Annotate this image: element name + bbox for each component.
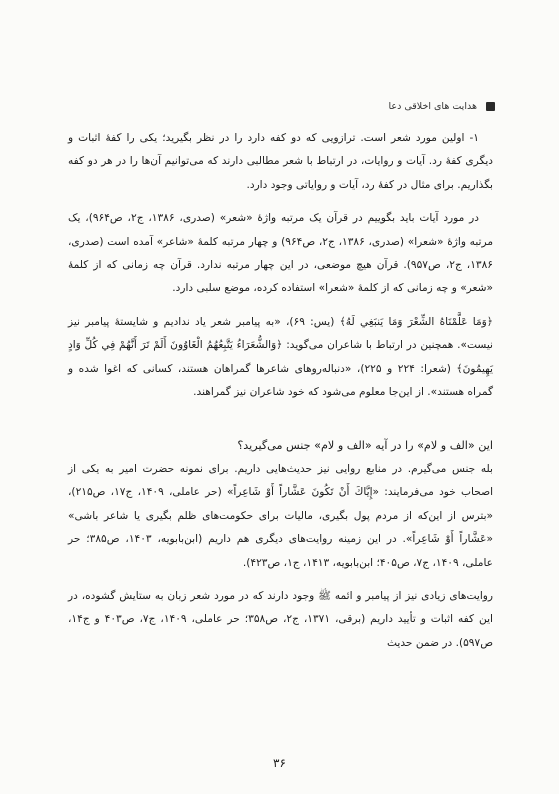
paragraph-answer-narrations: بله جنس می‌گیرم. در منابع روایی نیز حدیث‌هایی داریم. برای نمونه حضرت امیر به یکی از اصحاب خود می‌فرمایند: «إِيَّاكَ أَنْ تَكُونَ عَشَّاراً أَوْ شَاعِراً» (حر عاملی، ۱۴۰۹، ج۱۷، ص۲۱۵)، «بترس از این‌که از مردم پول بگیری، مالیات برای حکومت‌های ظلم بگیری یا شاعر باشی» «عَشَّاراً أَوْ شَاعِراً». در این زمینه روایت‌های دیگری هم داریم (ابن‌بابویه، ۱۴۰۳، ص۳۸۵؛ حر عاملی، ۱۴۰۹، ج۷، ص۴۰۵؛ ابن‌بابویه، ۱۴۱۳، ج۱، ص۴۲۳).	[68, 462, 494, 569]
running-head-title: هدایت ‌های اخلاقی دعا	[388, 101, 477, 112]
running-head	[389, 101, 495, 112]
body-text	[68, 127, 493, 655]
paragraph-poetry-intro: ۱- اولین مورد شعر است. ترازویی که دو کفه دارد را در نظر بگیرید؛ یکی را کفهٔ اثبات و دیگری کفهٔ رد. آیات و روایات، در ارتباط با شعر مطالبی دارند که می‌توانیم آن‌ها را در هر دو کفه بگذاریم. برای مثال در کفهٔ رد، آیات و روایاتی وجود دارد.	[68, 132, 493, 191]
paragraph-praise-narrations: روایت‌های زیادی نیز از پیامبر و ائمه ﷺ وجود دارند که در مورد شعر زبان به ستایش گشوده، در این کفه اثبات و تأیید داریم (برقی، ۱۳۷۱، ج۲، ص۳۵۸؛ حر عاملی، ۱۴۰۹، ج۷، ص۴۰۳ و ج۱۴، ص۵۹۷). در ضمن حدیث	[68, 589, 493, 649]
paragraph-verse-quotes: ﴿وَمَا عَلَّمْنَاهُ الشِّعْرَ وَمَا يَنبَغِي لَهُ﴾ (یس: ۶۹)، «به پیامبر شعر یاد ندادیم و شایستهٔ پیامبر نیز نیست». همچنین در ارتباط با شاعران می‌گوید: ﴿وَالشُّعَرَاءُ يَتَّبِعُهُمُ الْغَاوُونَ أَلَمْ تَرَ أَنَّهُمْ فِي كُلِّ وَادٍ يَهِيمُونَ﴾ (شعرا: ۲۲۴ و ۲۲۵)، «دنباله‌روهای شاعرها گمراهان هستند، کسانی که اغوا شده و گمراه هستند». از این‌جا معلوم می‌شود که خود شاعران نیز گمراهند.	[68, 315, 494, 399]
paragraph-question: این «الف و لام» را در آیه «الف و لام» جنس می‌گیرید؟	[237, 439, 493, 453]
page-number: ۳۶	[273, 756, 286, 770]
paragraph-quran-verses: در مورد آیات باید بگوییم در قرآن یک مرتبه واژهٔ «شعر» (صدری، ۱۳۸۶، ج۲، ص۹۶۴)، یک مرتبه واژهٔ «شعرا» (صدری، ۱۳۸۶، ج۲، ص۹۶۴) و چهار مرتبه کلمهٔ «شاعر» آمده است (صدری، ۱۳۸۶، ج۲، ص۹۵۷). قرآن هیچ موضعی، در این چهار مرتبه ندارد. قرآن چه زمانی که از کلمهٔ «شعر» و چه زمانی که از کلمهٔ «شعرا» استفاده کرده، موضع سلبی دارد.	[68, 212, 494, 295]
running-head-ornament-icon	[486, 102, 495, 111]
